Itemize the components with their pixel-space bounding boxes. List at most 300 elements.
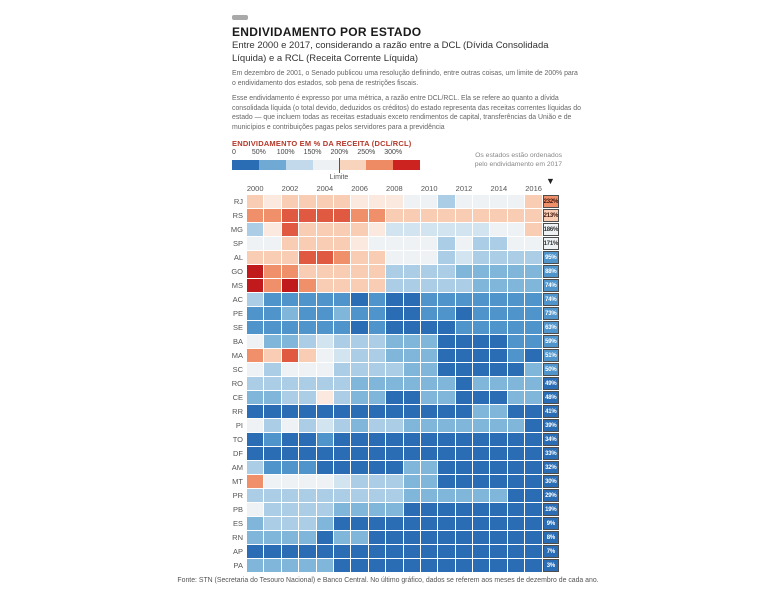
heatmap-cell	[456, 531, 472, 544]
heatmap-cell	[282, 363, 298, 376]
heatmap-cell	[456, 545, 472, 558]
heatmap-cell	[490, 223, 506, 236]
heatmap-cell	[369, 195, 385, 208]
heatmap-cell	[386, 307, 402, 320]
heatmap-cell	[456, 237, 472, 250]
heatmap-cell	[508, 405, 524, 418]
heatmap-cell	[386, 559, 402, 572]
heatmap-cell	[386, 531, 402, 544]
heatmap-cell	[525, 405, 541, 418]
heatmap-cell	[525, 265, 541, 278]
value-cell-2017: 88%	[543, 265, 559, 278]
heatmap-cell	[369, 377, 385, 390]
value-cell-2017: 30%	[543, 475, 559, 488]
heatmap-cell	[421, 461, 437, 474]
value-cell-2017: 74%	[543, 293, 559, 306]
value-cell-2017: 7%	[543, 545, 559, 558]
heatmap-cell	[299, 419, 315, 432]
heatmap-cell	[456, 265, 472, 278]
row-label-ba: BA	[232, 337, 243, 346]
heatmap-cell	[317, 391, 333, 404]
heatmap-cell	[421, 251, 437, 264]
heatmap-cell	[247, 363, 263, 376]
heatmap-cell	[264, 405, 280, 418]
heatmap-cell	[490, 461, 506, 474]
heatmap-cell	[421, 517, 437, 530]
heatmap-cell	[334, 433, 350, 446]
heatmap-cell	[247, 559, 263, 572]
heatmap-cell	[508, 279, 524, 292]
heatmap-cell	[404, 475, 420, 488]
legend-swatch	[366, 160, 393, 170]
heatmap-cell	[264, 391, 280, 404]
heatmap-cell	[508, 433, 524, 446]
legend-tick: 0	[232, 149, 236, 156]
value-cell-2017: 39%	[543, 419, 559, 432]
heatmap-cell	[369, 293, 385, 306]
heatmap-cell	[369, 209, 385, 222]
year-label: 2016	[525, 184, 542, 193]
heatmap-cell	[386, 335, 402, 348]
heatmap-cell	[525, 503, 541, 516]
heatmap-cell	[317, 363, 333, 376]
heatmap-cell	[456, 405, 472, 418]
heatmap-cell	[317, 321, 333, 334]
heatmap-cell	[334, 335, 350, 348]
heatmap-cell	[317, 447, 333, 460]
heatmap-cell	[456, 461, 472, 474]
heatmap-cell	[264, 335, 280, 348]
heatmap-cell	[525, 391, 541, 404]
heatmap-cell	[421, 433, 437, 446]
heatmap-cell	[438, 335, 454, 348]
heatmap-cell	[369, 321, 385, 334]
heatmap-cell	[456, 279, 472, 292]
heatmap-cell	[438, 419, 454, 432]
heatmap-cell	[404, 559, 420, 572]
heatmap-cell	[386, 349, 402, 362]
heatmap-cell	[404, 391, 420, 404]
heatmap-cell	[386, 433, 402, 446]
heatmap-cell	[404, 265, 420, 278]
heatmap-cell	[282, 321, 298, 334]
heatmap-cell	[490, 405, 506, 418]
heatmap-cell	[247, 545, 263, 558]
heatmap-cell	[456, 503, 472, 516]
heatmap-cell	[490, 195, 506, 208]
heatmap-cell	[525, 489, 541, 502]
heatmap-cell	[386, 363, 402, 376]
heatmap-cell	[282, 489, 298, 502]
heatmap-grid	[227, 195, 559, 572]
heatmap-cell	[282, 503, 298, 516]
row-label-rr: RR	[232, 407, 243, 416]
heatmap-cell	[490, 559, 506, 572]
heatmap-cell	[490, 391, 506, 404]
heatmap-cell	[351, 363, 367, 376]
heatmap-cell	[247, 237, 263, 250]
heatmap-cell	[299, 363, 315, 376]
heatmap-cell	[404, 531, 420, 544]
heatmap-cell	[438, 405, 454, 418]
heatmap-cell	[525, 293, 541, 306]
heatmap-cell	[508, 559, 524, 572]
heatmap-cell	[247, 517, 263, 530]
heatmap-cell	[404, 251, 420, 264]
heatmap-cell	[508, 489, 524, 502]
heatmap-cell	[334, 517, 350, 530]
heatmap-cell	[421, 545, 437, 558]
value-cell-2017: 186%	[543, 223, 559, 236]
heatmap-cell	[369, 489, 385, 502]
value-cell-2017: 95%	[543, 251, 559, 264]
row-label-pa: PA	[233, 561, 243, 570]
heatmap-cell	[317, 489, 333, 502]
heatmap-cell	[456, 363, 472, 376]
heatmap-cell	[264, 349, 280, 362]
heatmap-cell	[299, 531, 315, 544]
heatmap-cell	[334, 251, 350, 264]
heatmap-cell	[525, 447, 541, 460]
heatmap-cell	[334, 531, 350, 544]
heatmap-cell	[490, 475, 506, 488]
heatmap-cell	[508, 195, 524, 208]
heatmap-cell	[282, 209, 298, 222]
heatmap-cell	[369, 307, 385, 320]
heatmap-cell	[386, 475, 402, 488]
heatmap-cell	[317, 377, 333, 390]
row-label-rs: RS	[232, 211, 243, 220]
heatmap-cell	[421, 237, 437, 250]
heatmap-cell	[351, 461, 367, 474]
heatmap-cell	[404, 447, 420, 460]
heatmap-cell	[421, 489, 437, 502]
heatmap-cell	[438, 433, 454, 446]
page-title: ENDIVIDAMENTO POR ESTADO	[232, 25, 422, 39]
legend-tick: 250%	[357, 149, 376, 156]
intro-paragraph-1: Em dezembro de 2001, o Senado publicou uma resolução definindo, entre outras coisas, um limite de 200% para o endividamento dos estados, sob pena de restrições fiscais.	[232, 70, 578, 87]
heatmap-cell	[525, 461, 541, 474]
heatmap-cell	[525, 475, 541, 488]
heatmap-cell	[508, 209, 524, 222]
heatmap-cell	[386, 419, 402, 432]
row-label-se: SE	[232, 323, 243, 332]
heatmap-cell	[456, 195, 472, 208]
heatmap-cell	[438, 307, 454, 320]
heatmap-cell	[525, 251, 541, 264]
heatmap-cell	[317, 461, 333, 474]
heatmap-cell	[264, 545, 280, 558]
heatmap-cell	[247, 405, 263, 418]
heatmap-cell	[334, 503, 350, 516]
heatmap-cell	[438, 349, 454, 362]
heatmap-cell	[386, 195, 402, 208]
heatmap-cell	[334, 321, 350, 334]
heatmap-cell	[386, 279, 402, 292]
heatmap-cell	[386, 321, 402, 334]
heatmap-cell	[525, 237, 541, 250]
heatmap-cell	[334, 307, 350, 320]
heatmap-cell	[282, 545, 298, 558]
heatmap-cell	[351, 447, 367, 460]
value-cell-2017: 50%	[543, 363, 559, 376]
heatmap-cell	[456, 335, 472, 348]
heatmap-cell	[351, 559, 367, 572]
heatmap-cell	[282, 419, 298, 432]
heatmap-cell	[438, 363, 454, 376]
heatmap-cell	[264, 265, 280, 278]
heatmap-cell	[421, 321, 437, 334]
heatmap-cell	[264, 461, 280, 474]
heatmap-cell	[247, 503, 263, 516]
heatmap-cell	[490, 209, 506, 222]
heatmap-cell	[264, 237, 280, 250]
value-cell-2017: 33%	[543, 447, 559, 460]
heatmap-cell	[369, 447, 385, 460]
heatmap-cell	[334, 419, 350, 432]
heatmap-cell	[508, 251, 524, 264]
heatmap-cell	[490, 517, 506, 530]
heatmap-cell	[264, 433, 280, 446]
heatmap-cell	[490, 419, 506, 432]
heatmap-cell	[369, 433, 385, 446]
heatmap-cell	[247, 195, 263, 208]
heatmap-cell	[369, 531, 385, 544]
heatmap-cell	[508, 419, 524, 432]
year-label: 2012	[455, 184, 473, 193]
year-label: 2004	[316, 184, 334, 193]
row-label-al: AL	[233, 253, 243, 262]
heatmap-cell	[473, 377, 489, 390]
heatmap-cell	[438, 237, 454, 250]
heatmap-cell	[490, 503, 506, 516]
heatmap-cell	[438, 447, 454, 460]
heatmap-cell	[299, 545, 315, 558]
heatmap-cell	[299, 461, 315, 474]
value-cell-2017: 59%	[543, 335, 559, 348]
legend-title: ENDIVIDAMENTO EM % DA RECEITA (DCL/RCL)	[232, 139, 412, 148]
heatmap-cell	[299, 279, 315, 292]
heatmap-cell	[386, 209, 402, 222]
heatmap-cell	[369, 475, 385, 488]
heatmap-cell	[351, 545, 367, 558]
heatmap-cell	[299, 307, 315, 320]
row-label-ce: CE	[232, 393, 243, 402]
heatmap-cell	[456, 293, 472, 306]
limit-label: Limite	[329, 174, 349, 181]
heatmap-cell	[490, 335, 506, 348]
heatmap-cell	[438, 545, 454, 558]
heatmap-cell	[386, 223, 402, 236]
row-label-to: TO	[232, 435, 243, 444]
value-cell-2017: 41%	[543, 405, 559, 418]
heatmap-cell	[473, 517, 489, 530]
heatmap-cell	[438, 251, 454, 264]
heatmap-cell	[404, 209, 420, 222]
legend-tick: 50%	[251, 149, 266, 156]
heatmap-cell	[386, 293, 402, 306]
heatmap-cell	[473, 223, 489, 236]
heatmap-cell	[247, 335, 263, 348]
heatmap-cell	[282, 461, 298, 474]
row-label-ma: MA	[231, 351, 243, 360]
heatmap-cell	[508, 461, 524, 474]
year-label: 2002	[281, 184, 299, 193]
heatmap-cell	[456, 349, 472, 362]
x-axis-year-labels	[0, 184, 776, 194]
row-label-ac: AC	[232, 295, 243, 304]
heatmap-cell	[264, 503, 280, 516]
heatmap-cell	[299, 321, 315, 334]
heatmap-cell	[473, 209, 489, 222]
heatmap-cell	[525, 363, 541, 376]
heatmap-cell	[299, 517, 315, 530]
heatmap-cell	[264, 559, 280, 572]
heatmap-cell	[282, 447, 298, 460]
heatmap-cell	[404, 433, 420, 446]
row-label-pe: PE	[232, 309, 243, 318]
value-cell-2017: 232%	[543, 195, 559, 208]
row-label-sc: SC	[232, 365, 243, 374]
legend-tick: 200%	[330, 149, 349, 156]
heatmap-cell	[351, 531, 367, 544]
heatmap-cell	[247, 279, 263, 292]
heatmap-cell	[456, 321, 472, 334]
heatmap-cell	[438, 489, 454, 502]
heatmap-cell	[473, 363, 489, 376]
heatmap-cell	[421, 559, 437, 572]
heatmap-cell	[317, 405, 333, 418]
value-cell-2017: 49%	[543, 377, 559, 390]
heatmap-cell	[404, 503, 420, 516]
heatmap-cell	[317, 237, 333, 250]
row-label-rn: RN	[232, 533, 243, 542]
heatmap-cell	[247, 209, 263, 222]
heatmap-cell	[473, 559, 489, 572]
heatmap-cell	[334, 293, 350, 306]
heatmap-cell	[386, 503, 402, 516]
heatmap-cell	[508, 447, 524, 460]
legend-swatch	[393, 160, 420, 170]
heatmap-cell	[386, 545, 402, 558]
heatmap-cell	[525, 545, 541, 558]
value-cell-2017: 9%	[543, 517, 559, 530]
heatmap-cell	[490, 531, 506, 544]
heatmap-cell	[264, 307, 280, 320]
heatmap-cell	[490, 377, 506, 390]
heatmap-cell	[421, 293, 437, 306]
heatmap-cell	[247, 475, 263, 488]
heatmap-cell	[317, 419, 333, 432]
heatmap-cell	[508, 237, 524, 250]
heatmap-cell	[438, 265, 454, 278]
ordering-note: Os estados estão ordenados pelo endividamento em 2017	[474, 152, 562, 168]
heatmap-cell	[317, 545, 333, 558]
heatmap-cell	[334, 545, 350, 558]
heatmap-cell	[317, 307, 333, 320]
heatmap-cell	[490, 307, 506, 320]
heatmap-cell	[264, 517, 280, 530]
heatmap-cell	[282, 517, 298, 530]
value-cell-2017: 29%	[543, 489, 559, 502]
heatmap-cell	[264, 321, 280, 334]
heatmap-cell	[351, 195, 367, 208]
heatmap-cell	[317, 503, 333, 516]
chart-subtitle: Entre 2000 e 2017, considerando a razão entre a DCL (Dívida Consolidada Líquida) e a RCL (Receita Corrente Líquida)	[232, 40, 549, 64]
heatmap-cell	[334, 279, 350, 292]
heatmap-cell	[369, 545, 385, 558]
row-label-pi: PI	[235, 421, 243, 430]
heatmap-cell	[404, 279, 420, 292]
heatmap-cell	[508, 321, 524, 334]
heatmap-cell	[282, 349, 298, 362]
heatmap-cell	[264, 293, 280, 306]
heatmap-cell	[299, 391, 315, 404]
value-cell-2017: 171%	[543, 237, 559, 250]
heatmap-cell	[282, 265, 298, 278]
heatmap-cell	[490, 279, 506, 292]
legend-swatch	[339, 160, 366, 170]
heatmap-cell	[247, 447, 263, 460]
heatmap-cell	[351, 307, 367, 320]
legend-tick: 100%	[276, 149, 295, 156]
heatmap-cell	[264, 251, 280, 264]
value-cell-2017: 63%	[543, 321, 559, 334]
heatmap-cell	[369, 363, 385, 376]
heatmap-cell	[351, 251, 367, 264]
value-cell-2017: 34%	[543, 433, 559, 446]
heatmap-cell	[404, 419, 420, 432]
heatmap-cell	[317, 335, 333, 348]
heatmap-cell	[456, 391, 472, 404]
heatmap-cell	[438, 377, 454, 390]
heatmap-cell	[317, 475, 333, 488]
heatmap-cell	[369, 223, 385, 236]
heatmap-cell	[282, 307, 298, 320]
heatmap-cell	[334, 447, 350, 460]
heatmap-cell	[490, 293, 506, 306]
heatmap-cell	[299, 349, 315, 362]
legend-swatch	[232, 160, 259, 170]
heatmap-cell	[421, 391, 437, 404]
heatmap-cell	[299, 405, 315, 418]
heatmap-cell	[404, 237, 420, 250]
heatmap-cell	[508, 293, 524, 306]
heatmap-cell	[317, 433, 333, 446]
heatmap-cell	[369, 349, 385, 362]
heatmap-cell	[404, 545, 420, 558]
heatmap-cell	[351, 279, 367, 292]
heatmap-cell	[264, 223, 280, 236]
legend-tick: 150%	[303, 149, 322, 156]
heatmap-cell	[508, 531, 524, 544]
heatmap-cell	[421, 447, 437, 460]
heatmap-cell	[404, 349, 420, 362]
down-arrow-icon: ▼	[546, 176, 555, 186]
heatmap-cell	[351, 377, 367, 390]
heatmap-cell	[456, 475, 472, 488]
heatmap-cell	[473, 391, 489, 404]
heatmap-cell	[334, 265, 350, 278]
legend-tick-labels	[232, 149, 420, 158]
heatmap-cell	[282, 335, 298, 348]
heatmap-cell	[282, 475, 298, 488]
heatmap-cell	[456, 489, 472, 502]
heatmap-cell	[264, 419, 280, 432]
heatmap-cell	[456, 559, 472, 572]
heatmap-cell	[473, 335, 489, 348]
heatmap-cell	[490, 349, 506, 362]
